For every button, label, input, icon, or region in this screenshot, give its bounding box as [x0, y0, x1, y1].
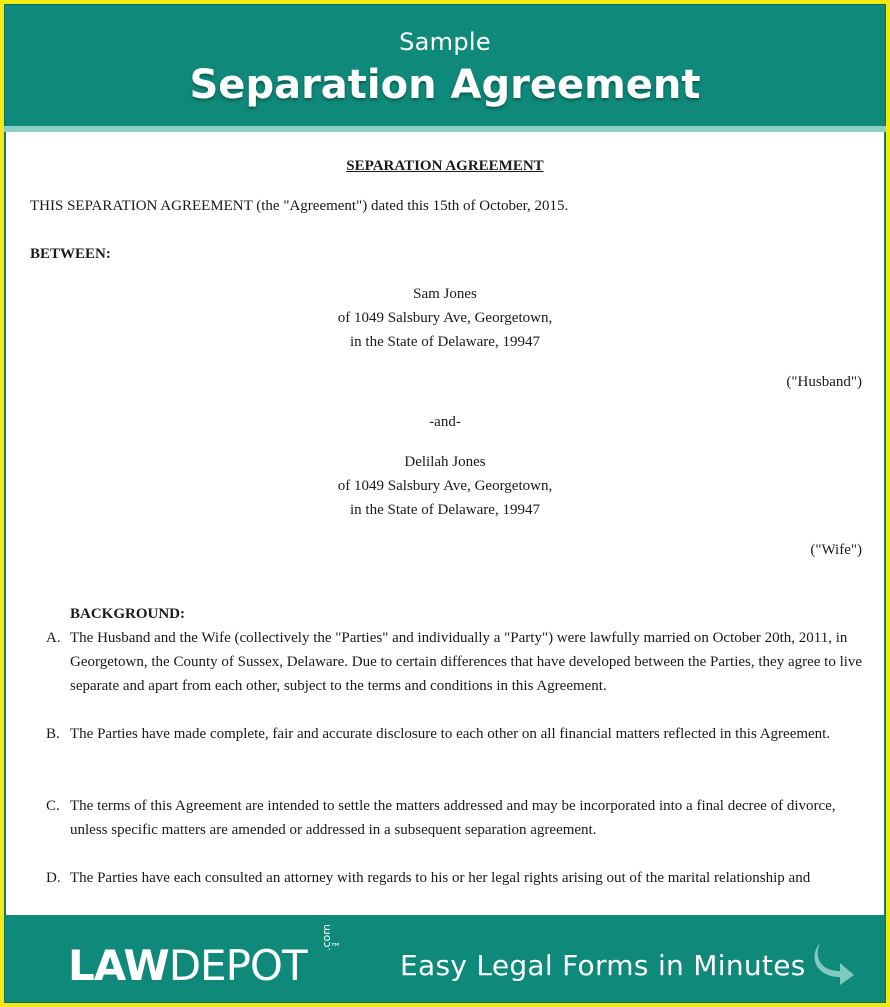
husband-name: Sam Jones	[413, 286, 477, 302]
clause-letter: D.	[46, 870, 61, 886]
wife-address-line1: of 1049 Salsbury Ave, Georgetown,	[337, 478, 553, 494]
wife-name: Delilah Jones	[404, 454, 486, 470]
clause-text: The Parties have made complete, fair and accurate disclosure to each other on all financial matters reflected in this Agreement.	[70, 726, 831, 742]
header-subtitle: Sample	[399, 28, 491, 56]
wife-address-line2: in the State of Delaware, 19947	[350, 502, 540, 518]
between-label: BETWEEN:	[30, 246, 111, 262]
clause-text: The Parties have each consulted an attorney with regards to his or her legal rights arising out of the marital relationship and	[70, 870, 811, 886]
clause-letter: B.	[46, 726, 60, 742]
logo-trademark: ™	[330, 941, 341, 954]
footer-tagline: Easy Legal Forms in Minutes	[400, 949, 806, 982]
document-sheet	[6, 132, 884, 915]
document-heading: SEPARATION AGREEMENT	[346, 158, 544, 174]
clause-letter: A.	[46, 630, 61, 646]
logo-depot: DEPOT	[168, 941, 307, 990]
lawdepot-logo	[68, 941, 307, 990]
husband-role: ("Husband")	[786, 374, 862, 390]
intro-paragraph: THIS SEPARATION AGREEMENT (the "Agreement") dated this 15th of October, 2015.	[30, 198, 569, 214]
header-banner	[4, 4, 886, 126]
wife-role: ("Wife")	[810, 542, 862, 558]
husband-address-line2: in the State of Delaware, 19947	[350, 334, 540, 350]
husband-address-line1: of 1049 Salsbury Ave, Georgetown,	[337, 310, 553, 326]
and-separator: -and-	[429, 414, 461, 430]
curved-arrow-icon	[810, 937, 858, 985]
logo-dotcom: .com	[320, 924, 333, 951]
logo-law: LAW	[68, 941, 169, 990]
page-frame	[4, 4, 886, 1003]
background-label: BACKGROUND:	[70, 606, 185, 622]
clause-letter: C.	[46, 798, 60, 814]
header-title: Separation Agreement	[189, 62, 701, 108]
clause-text: The Husband and the Wife (collectively the "Parties" and individually a "Party") were lawfully married on October 20th, 2011, in Georgetown, the County of Sussex, Delaware. Due to certain differences that have developed between the Parties, they agree to live separate and apart from each other, subject to the terms and conditions in this Agreement.	[70, 630, 863, 694]
footer-banner	[4, 915, 886, 1003]
clause-text: The terms of this Agreement are intended to settle the matters addressed and may be incorporated into a final decree of divorce, unless specific matters are amended or addressed in a subsequent separation agreement.	[70, 798, 836, 838]
